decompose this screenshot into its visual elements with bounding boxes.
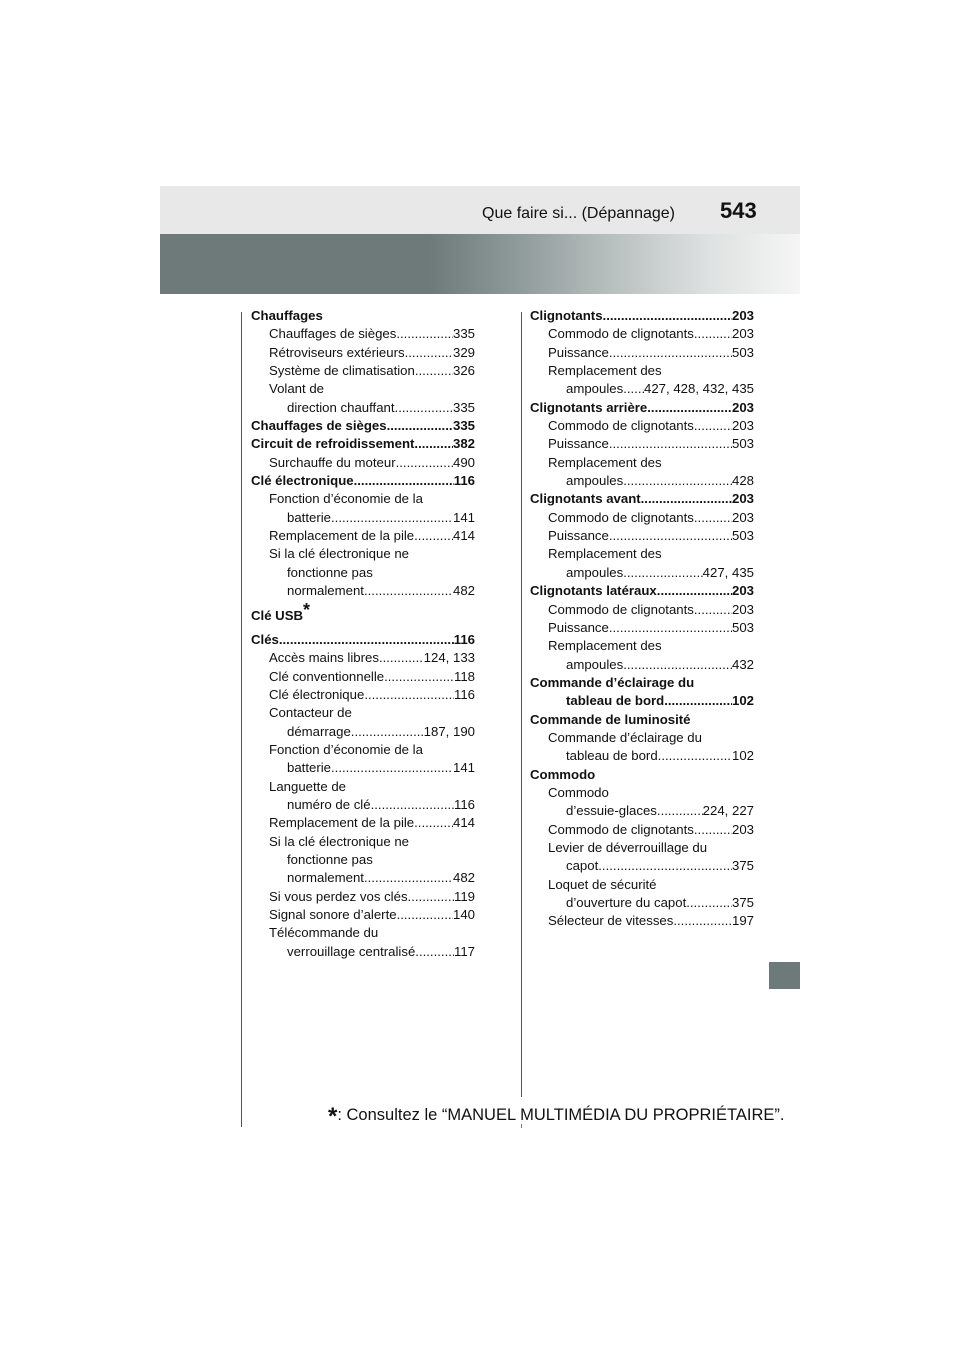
leader-dots [609, 619, 732, 637]
leader-dots [354, 472, 454, 490]
index-entry [251, 435, 475, 453]
index-entry-label: Clé conventionnelle [269, 668, 385, 684]
index-entry-pages: 203 [731, 583, 754, 599]
index-entry [530, 490, 754, 508]
index-entry [251, 833, 475, 851]
index-entry [530, 839, 754, 857]
index-entry [530, 362, 754, 380]
chapter-side-tab [769, 962, 800, 989]
index-entry-pages: 141 [452, 760, 475, 776]
index-entry [530, 894, 754, 912]
index-entry [530, 344, 754, 362]
index-entry-label: Clé électronique [269, 686, 365, 702]
index-entry [530, 307, 754, 325]
index-entry-pages: 117 [453, 943, 475, 959]
index-entry-label: Système de climatisation [269, 363, 415, 379]
index-entry [251, 564, 475, 582]
index-entry-pages: 503 [731, 436, 754, 452]
index-entry-label: fonctionne pas [287, 851, 373, 867]
index-entry [530, 802, 754, 820]
index-entry-pages: 427, 428, 432, 435 [644, 381, 754, 397]
index-entry [251, 325, 475, 343]
index-entry-label: Commodo de clignotants [548, 326, 694, 342]
leader-dots [623, 472, 732, 490]
index-entry [251, 741, 475, 759]
index-entry [530, 509, 754, 527]
index-entry-label: Remplacement de la pile [269, 528, 415, 544]
index-entry [251, 362, 475, 380]
leader-dots [415, 943, 454, 961]
index-entry [251, 851, 475, 869]
index-entry: Clé USB * [251, 607, 475, 625]
page-number: 543 [720, 198, 757, 223]
index-entry [251, 668, 475, 686]
left-margin-rule [241, 312, 242, 1127]
index-entry-pages: 224, 227 [702, 803, 754, 819]
index-entry-label: Remplacement des [548, 638, 662, 654]
index-entry-label: Puissance [548, 436, 609, 452]
index-entry-label: Sélecteur de vitesses [548, 913, 674, 929]
index-entry-pages: 124, 133 [423, 650, 475, 666]
index-entry-label: Signal sonore d’alerte [269, 907, 397, 922]
index-entry [251, 778, 475, 796]
header-gradient-bar [160, 234, 800, 294]
index-entry-label: Commodo [548, 784, 609, 800]
index-entry [530, 711, 754, 729]
index-entry-label: Commande d’éclairage du [530, 674, 695, 690]
leader-dots [641, 490, 732, 508]
index-entry [530, 417, 754, 435]
index-entry-pages: 375 [731, 895, 754, 910]
index-entry-label: Clignotants arrière [530, 399, 648, 415]
index-entry [530, 692, 754, 710]
index-entry-label: Clignotants latéraux [530, 583, 657, 599]
index-entry [251, 380, 475, 398]
index-entry [530, 564, 754, 582]
index-entry-label: capot [566, 858, 599, 874]
index-entry [530, 472, 754, 490]
leader-dots [331, 759, 453, 777]
index-entry-pages: 102 [731, 748, 754, 764]
leader-dots [694, 821, 732, 839]
leader-dots [414, 814, 453, 832]
index-entry-label: Chauffages de sièges [251, 418, 387, 434]
index-entry [530, 729, 754, 747]
header-band [160, 186, 800, 234]
index-entry-pages: 187, 190 [423, 723, 475, 739]
index-entry [251, 759, 475, 777]
index-entry-pages: 414 [452, 815, 475, 831]
index-entry-pages: 116 [453, 473, 475, 489]
index-entry [251, 704, 475, 722]
index-entry-pages: 203 [731, 399, 754, 415]
index-entry [251, 631, 475, 649]
leader-dots [609, 344, 732, 362]
index-entry [530, 435, 754, 453]
index-entry-label: Puissance [548, 619, 609, 635]
leader-dots [408, 888, 454, 906]
index-entry-label: ampoules [566, 381, 624, 397]
index-entry-pages: 382 [452, 436, 475, 452]
index-entry-label: Remplacement des [548, 454, 662, 470]
index-entry-label: Loquet de sécurité [548, 876, 657, 892]
index-entry-label: tableau de bord [566, 748, 658, 764]
leader-dots [414, 435, 453, 453]
column-divider-rule [521, 312, 522, 1097]
leader-dots [397, 906, 453, 924]
index-entry-pages: 335 [452, 326, 475, 342]
index-entry-label: Chauffages de sièges [269, 326, 397, 342]
index-entry [251, 307, 475, 325]
index-entry-pages: 116 [453, 796, 475, 812]
index-entry [530, 380, 754, 398]
leader-dots [657, 582, 732, 600]
index-entry-label: Fonction d’économie de la [269, 491, 423, 507]
index-entry [251, 814, 475, 832]
leader-dots [623, 564, 702, 582]
index-entry [251, 888, 475, 906]
index-entry-pages: 116 [453, 631, 475, 647]
index-entry [251, 509, 475, 527]
index-entry [251, 454, 475, 472]
leader-dots [603, 307, 732, 325]
index-entry-label: Commodo de clignotants [548, 821, 694, 837]
leader-dots [395, 399, 453, 417]
index-entry-pages: 503 [731, 344, 754, 360]
index-entry-pages: 427, 435 [702, 564, 754, 580]
index-entry-label: Volant de [269, 381, 324, 397]
index-entry-label: Levier de déverrouillage du [548, 839, 708, 855]
leader-dots [657, 802, 703, 820]
leader-dots [371, 796, 454, 814]
index-entry-label: Remplacement de la pile [269, 815, 415, 831]
index-entry-label: Accès mains libres [269, 650, 379, 666]
index-entry-label: Contacteur de [269, 705, 352, 721]
index-entry-pages: 116 [453, 686, 475, 702]
index-entry [251, 723, 475, 741]
index-entry-pages: 375 [731, 858, 754, 874]
leader-dots [664, 692, 732, 710]
leader-dots [609, 527, 732, 545]
index-entry-label: fonctionne pas [287, 564, 373, 580]
section-title: Que faire si... (Dépannage) [482, 205, 675, 222]
index-entry-label: Clé électronique [251, 473, 354, 489]
index-entry [530, 784, 754, 802]
index-entry-pages: 203 [731, 418, 754, 434]
index-entry [251, 906, 475, 924]
index-entry [251, 924, 475, 942]
index-entry-label: Surchauffe du moteur [269, 454, 396, 470]
index-entry-label: batterie [287, 760, 331, 776]
index-entry [530, 582, 754, 600]
index-entry [530, 545, 754, 563]
index-entry-label: Clignotants avant [530, 491, 641, 507]
leader-dots [415, 362, 453, 380]
index-entry-label: tableau de bord [566, 693, 665, 709]
index-entry-pages: 197 [731, 913, 754, 929]
index-entry-pages: 335 [452, 399, 475, 415]
index-entry-label: Si la clé électronique ne [269, 833, 410, 849]
index-entry-label: Clés [251, 631, 279, 647]
index-entry-pages: 140 [452, 907, 475, 922]
index-entry-pages: 203 [731, 821, 754, 837]
index-entry-label: verrouillage centralisé [287, 943, 416, 959]
index-entry [530, 747, 754, 765]
index-entry-pages: 203 [731, 326, 754, 342]
index-entry [251, 649, 475, 667]
index-entry-label: Si la clé électronique ne [269, 546, 410, 562]
leader-dots [379, 649, 424, 667]
index-entry [251, 344, 475, 362]
index-entry [251, 472, 475, 490]
leader-dots [694, 509, 732, 527]
index-entry [530, 857, 754, 875]
index-entry-pages: 482 [452, 870, 475, 886]
index-entry-pages: 102 [731, 693, 754, 709]
index-entry [251, 399, 475, 417]
divider-tick [521, 1124, 522, 1128]
index-entry [251, 545, 475, 563]
leader-dots [396, 325, 453, 343]
index-column-left [251, 307, 475, 961]
leader-dots [331, 509, 453, 527]
index-entry [251, 582, 475, 600]
index-entry-pages: 119 [453, 888, 475, 904]
leader-dots [598, 857, 732, 875]
index-entry-pages: 428 [731, 473, 754, 489]
index-entry-label: normalement [287, 583, 364, 599]
index-entry-label: Commodo [530, 766, 596, 782]
index-entry [530, 619, 754, 637]
index-entry [530, 876, 754, 894]
index-entry-label: Clé USB [251, 607, 304, 623]
index-column-right [530, 307, 754, 931]
index-entry-pages: 503 [731, 528, 754, 544]
index-entry [530, 912, 754, 930]
index-entry-pages: 203 [731, 308, 754, 323]
leader-dots [414, 527, 453, 545]
leader-dots [364, 686, 454, 704]
index-entry-pages: 203 [731, 491, 754, 507]
leader-dots [647, 399, 732, 417]
index-entry-label: Commodo de clignotants [548, 601, 694, 617]
index-entry-pages: 118 [453, 668, 475, 684]
index-entry-label: démarrage [287, 723, 351, 739]
index-entry-label: batterie [287, 509, 331, 525]
index-entry-pages: 141 [452, 509, 475, 525]
leader-dots [609, 435, 732, 453]
leader-dots [364, 869, 453, 887]
index-entry-pages: 203 [731, 509, 754, 525]
index-entry-label: Circuit de refroidissement [251, 436, 415, 452]
footnote-text: : Consultez le “MANUEL MULTIMÉDIA DU PROPRIÉTAIRE”. [337, 1106, 785, 1124]
leader-dots [623, 656, 732, 674]
index-entry-label: Fonction d’économie de la [269, 741, 423, 757]
leader-dots [405, 344, 453, 362]
leader-dots [396, 454, 453, 472]
index-entry [530, 656, 754, 674]
index-entry [251, 943, 475, 961]
index-entry [251, 686, 475, 704]
index-entry-label: numéro de clé [287, 796, 371, 812]
index-entry [530, 766, 754, 784]
index-entry-label: Si vous perdez vos clés [269, 888, 408, 904]
index-entry [530, 637, 754, 655]
leader-dots [384, 668, 454, 686]
index-entry-label: Remplacement des [548, 363, 662, 379]
index-entry [251, 417, 475, 435]
index-entry [530, 399, 754, 417]
index-entry-pages: 503 [731, 619, 754, 635]
index-entry-pages: 326 [452, 363, 475, 379]
leader-dots [694, 417, 732, 435]
leader-dots [364, 582, 453, 600]
index-entry-label: ampoules [566, 564, 624, 580]
leader-dots [623, 380, 644, 398]
leader-dots [694, 601, 732, 619]
index-entry [251, 869, 475, 887]
index-entry-label: d’essuie-glaces [566, 803, 657, 819]
index-entry-pages: 329 [452, 344, 475, 360]
index-entry [251, 527, 475, 545]
leader-dots [387, 417, 453, 435]
index-entry-label: ampoules [566, 473, 624, 489]
leader-dots [658, 747, 732, 765]
index-entry-pages: 482 [452, 583, 475, 599]
index-entry-label: normalement [287, 870, 364, 886]
index-entry [530, 674, 754, 692]
index-entry-label: d’ouverture du capot [566, 895, 687, 910]
index-entry-label: Chauffages [251, 308, 323, 323]
footnote-asterisk: * [328, 1103, 338, 1130]
index-entry-label: direction chauffant [287, 399, 395, 415]
index-entry-pages: 203 [731, 601, 754, 617]
index-entry [251, 490, 475, 508]
leader-dots [686, 894, 732, 912]
index-entry [530, 821, 754, 839]
index-entry-label: ampoules [566, 656, 624, 672]
index-entry-label: Remplacement des [548, 546, 662, 562]
footnote [328, 1103, 784, 1131]
index-entry-label: Télécommande du [269, 925, 379, 941]
index-entry-pages: 432 [731, 656, 754, 672]
index-entry [251, 796, 475, 814]
index-entry [530, 527, 754, 545]
index-entry-label: Commande d’éclairage du [548, 729, 702, 745]
index-entry-label: Rétroviseurs extérieurs [269, 344, 405, 360]
index-entry-label: Commodo de clignotants [548, 418, 694, 434]
index-entry-label: Languette de [269, 778, 347, 794]
leader-dots [673, 912, 732, 930]
index-entry-pages: 414 [452, 528, 475, 544]
index-entry [530, 601, 754, 619]
index-entry-pages: 490 [452, 454, 475, 470]
index-entry [530, 454, 754, 472]
leader-dots [351, 723, 424, 741]
index-entry-label: Commodo de clignotants [548, 509, 694, 525]
leader-dots [279, 631, 454, 649]
index-entry [530, 325, 754, 343]
index-entry-label: Clignotants [530, 308, 603, 323]
index-entry-label: Puissance [548, 528, 609, 544]
index-entry-label: Commande de luminosité [530, 711, 691, 727]
index-entry-pages: 335 [452, 418, 475, 434]
leader-dots [694, 325, 732, 343]
index-entry-label: Puissance [548, 344, 609, 360]
